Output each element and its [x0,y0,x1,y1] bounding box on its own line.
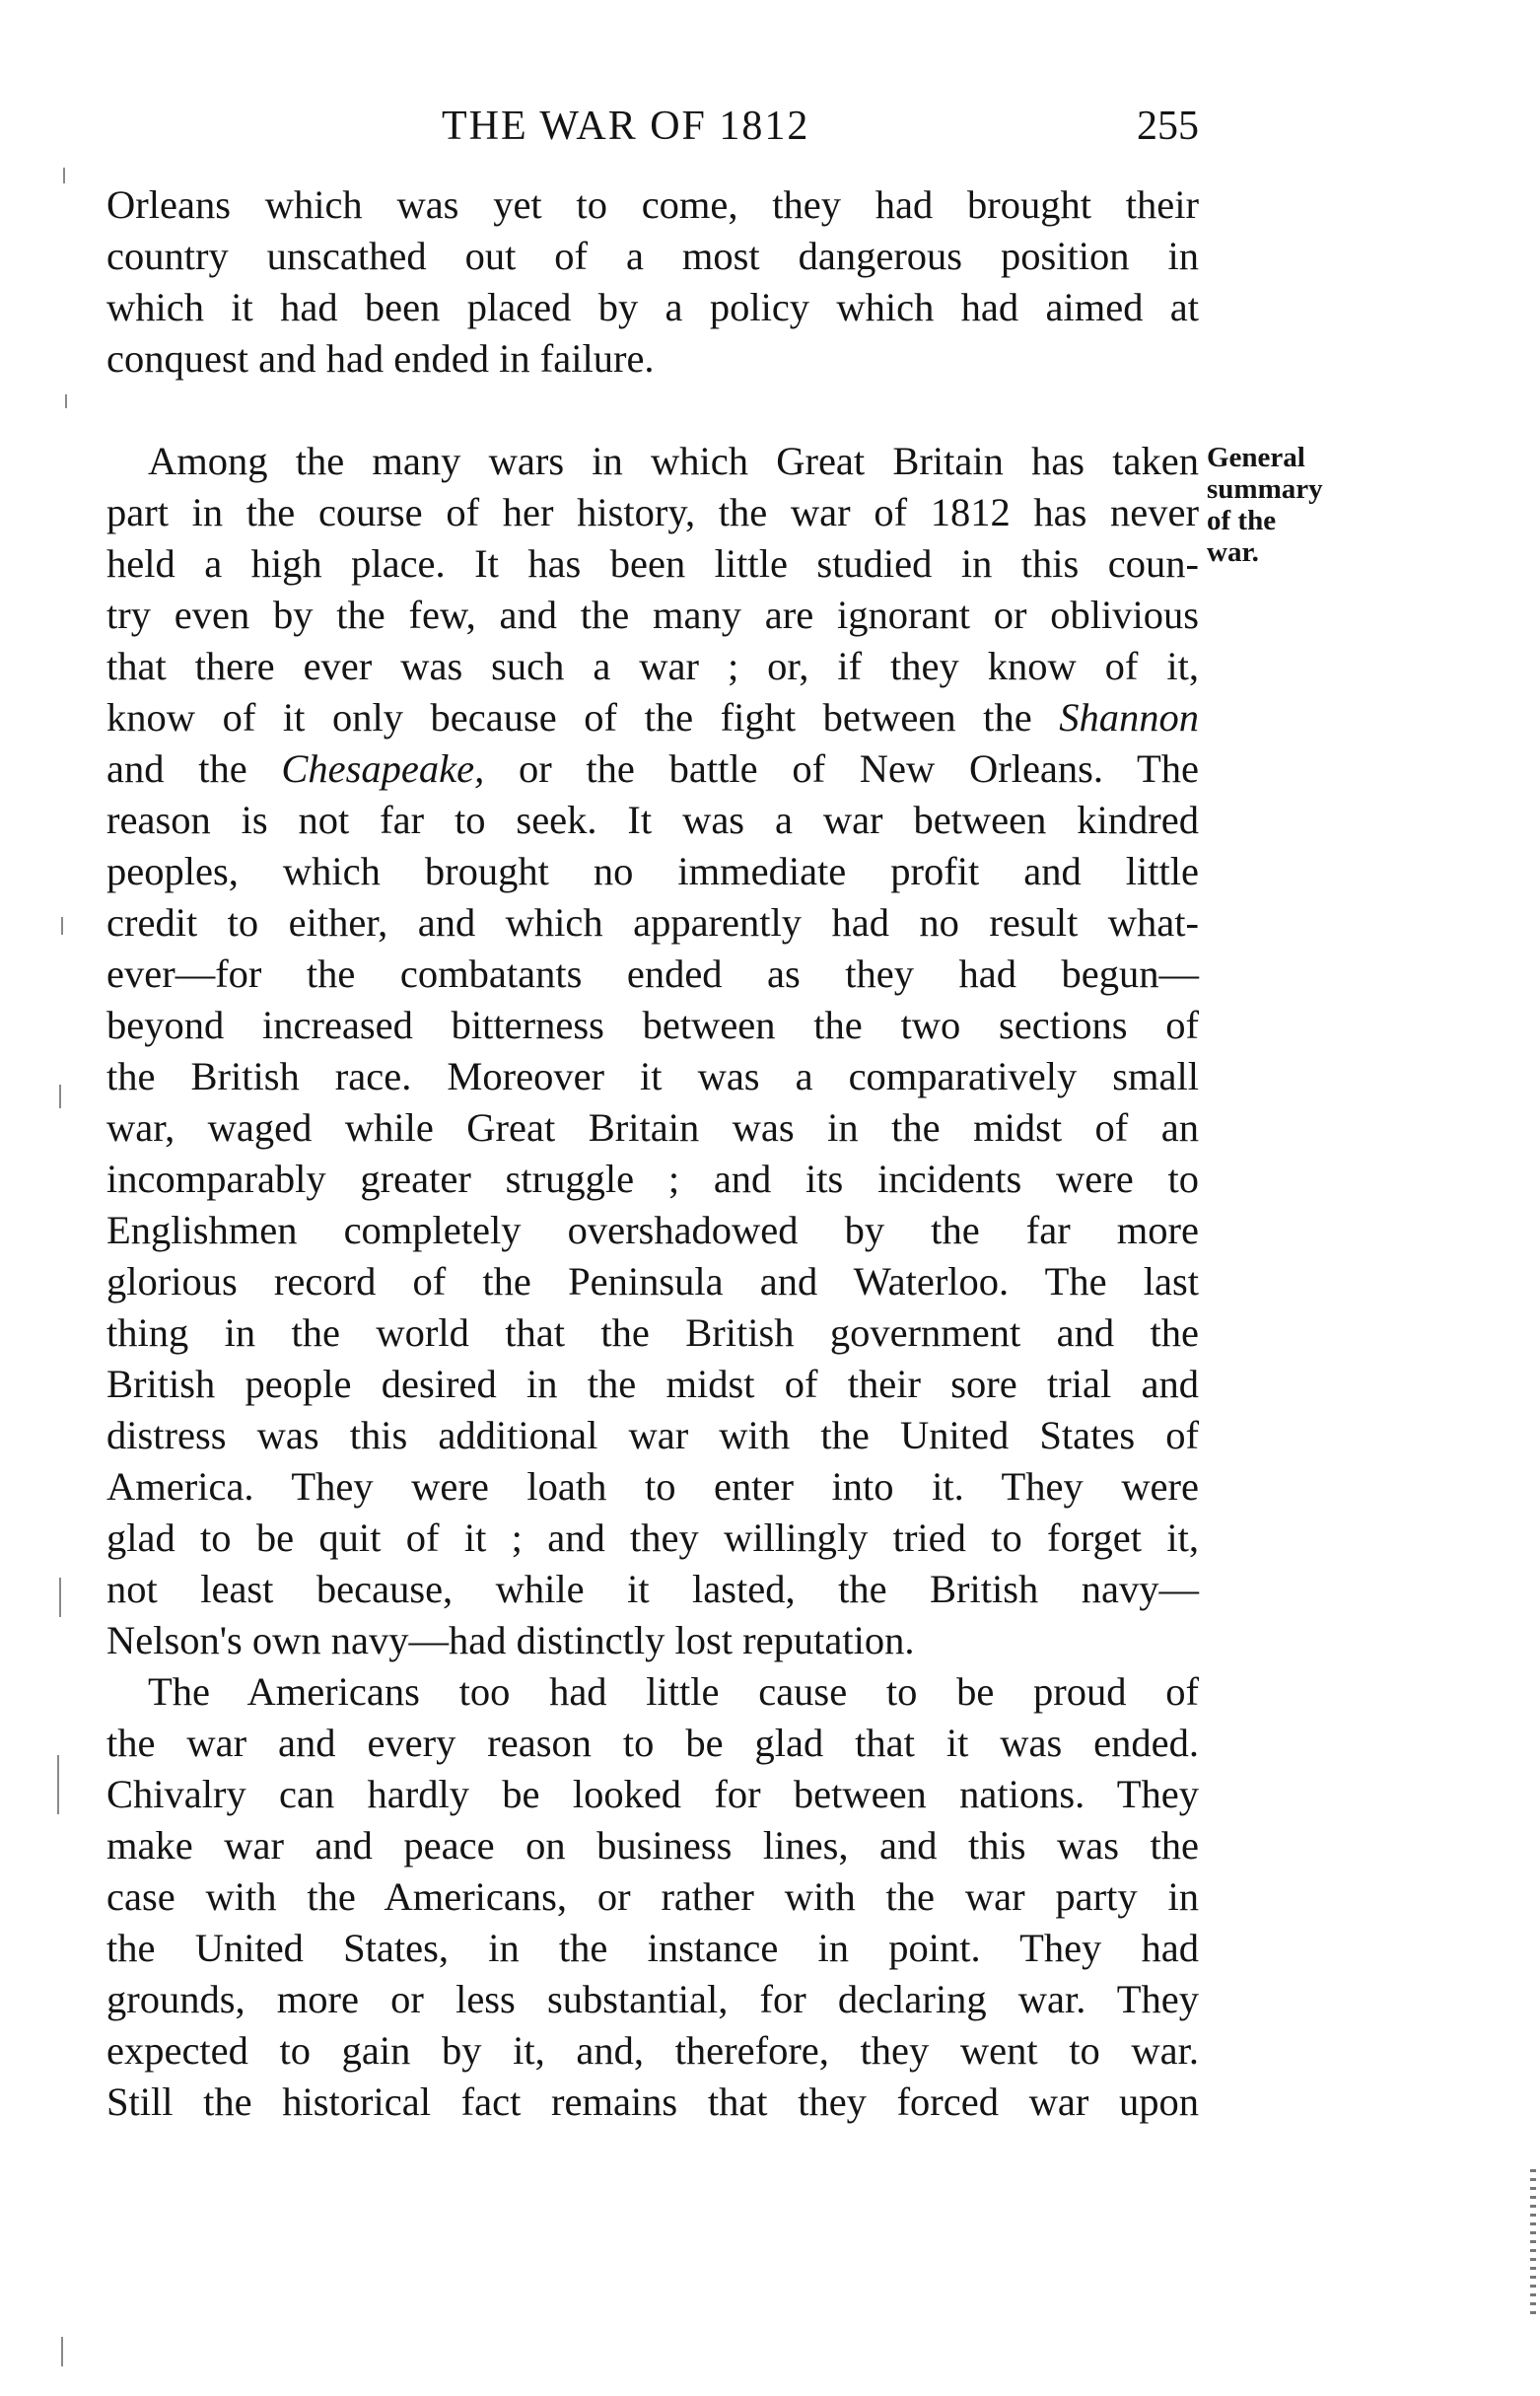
text-line: not least because, while it lasted, the British navy— [106,1567,1199,1611]
paragraph-summary [106,436,1199,1666]
text-line: the British race. Moreover it was a comparatively small [106,1054,1199,1098]
sidenote-line: summary [1207,473,1323,505]
text-line: ever—for the combatants ended as they had begun— [106,951,1199,996]
text-line: Nelson's own navy—had distinctly lost reputation. [106,1618,915,1662]
text-line: grounds, more or less substantial, for declaring war. They [106,1977,1199,2021]
text-line: glad to be quit of it ; and they willingly tried to forget it, [106,1515,1199,1560]
scan-edge-mark [61,2337,63,2366]
text-line: reason is not far to seek. It was a war between kindred [106,798,1199,842]
text-line: which it had been placed by a policy which had aimed at [106,285,1199,329]
scan-edge-mark [59,1578,61,1617]
text-line: expected to gain by it, and, therefore, they went to war. [106,2028,1199,2073]
text-line: peoples, which brought no immediate profit and little [106,849,1199,893]
text-line: Still the historical fact remains that they forced war upon [106,2079,1199,2124]
text-line: Englishmen completely overshadowed by the far more [106,1208,1199,1252]
text-line-with-ship-name [106,743,1199,795]
text-line: Among the many wars in which Great Britain has taken [148,439,1199,483]
text-line: thing in the world that the British government and the [106,1310,1199,1355]
text-line: Chivalry can hardly be looked for between nations. They [106,1772,1199,1816]
body-text [106,179,1199,2128]
text-fragment: and the [106,746,247,791]
scan-edge-right [1530,2169,1536,2317]
sidenote-line: of the [1207,505,1277,536]
text-line: the war and every reason to be glad that it was ended. [106,1721,1199,1765]
text-line-with-ship-name [106,692,1199,743]
text-line: that there ever was such a war ; or, if they know of it, [106,644,1199,688]
paragraph-continuation [106,179,1199,385]
page-number: 255 [1137,104,1199,149]
ship-name-shannon: Shannon [1059,695,1199,740]
text-line: Orleans which was yet to come, they had brought their [106,182,1199,227]
running-title: THE WAR OF 1812 [442,104,810,149]
ship-name-chesapeake: Chesapeake, [281,746,485,791]
text-line: The Americans too had little cause to be proud of [148,1669,1199,1714]
text-line: distress was this additional war with the United States of [106,1413,1199,1457]
scan-edge-mark [59,1085,61,1108]
text-line: credit to either, and which apparently had no result what- [106,900,1199,945]
text-line: country unscathed out of a most dangerous position in [106,234,1199,278]
text-line: war, waged while Great Britain was in the midst of an [106,1105,1199,1150]
text-line: try even by the few, and the many are ignorant or oblivious [106,593,1199,637]
text-line: held a high place. It has been little studied in this coun- [106,541,1199,586]
running-head [106,103,1199,162]
text-line: incomparably greater struggle ; and its incidents were to [106,1157,1199,1201]
text-line: glorious record of the Peninsula and Waterloo. The last [106,1259,1199,1304]
text-line: beyond increased bitterness between the two sections of [106,1003,1199,1047]
text-line: part in the course of her history, the war of 1812 has never [106,490,1199,534]
scan-edge-mark [61,917,63,935]
sidenote-line: war. [1207,536,1259,568]
text-line: make war and peace on business lines, and this was the [106,1823,1199,1867]
paragraph-americans [106,1666,1199,2128]
sidenote-line: General [1207,442,1305,473]
scan-edge-mark [63,168,65,183]
text-line: the United States, in the instance in point. They had [106,1926,1199,1970]
text-line: British people desired in the midst of their sore trial and [106,1362,1199,1406]
scan-edge-mark [57,1755,59,1814]
scan-edge-mark [65,394,67,408]
text-fragment: or the battle of New Orleans. The [518,746,1200,791]
text-line: conquest and had ended in failure. [106,336,655,381]
text-fragment: know of it only because of the fight between the [106,695,1032,740]
text-line: America. They were loath to enter into it. They were [106,1464,1199,1509]
text-line: case with the Americans, or rather with the war party in [106,1874,1199,1919]
margin-sidenote [1207,442,1374,568]
